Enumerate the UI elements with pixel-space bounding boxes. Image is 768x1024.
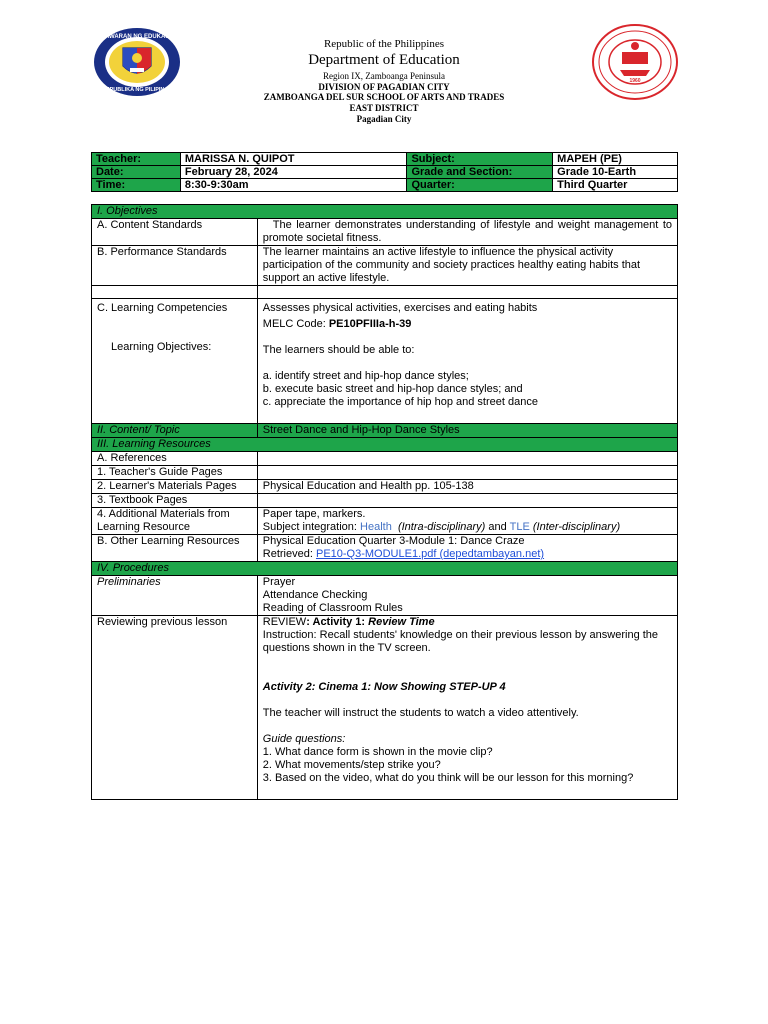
teacher-value: MARISSA N. QUIPOT	[180, 153, 407, 166]
other-resource-text: Physical Education Quarter 3-Module 1: Dance Craze	[262, 535, 525, 547]
performance-standards-row	[92, 246, 678, 286]
melc-prefix: MELC Code:	[262, 318, 329, 330]
melc-line	[263, 318, 672, 331]
letterhead	[0, 0, 768, 140]
spacer	[263, 668, 672, 681]
review-instruction: Instruction: Recall students' knowledge on their previous lesson by answering the questions shown in the TV screen.	[262, 629, 659, 654]
quarter-value: Third Quarter	[553, 179, 678, 192]
objectives-heading: I. Objectives	[92, 205, 678, 219]
objectives-intro: The learners should be able to:	[262, 344, 415, 356]
grade-value: Grade 10-Earth	[553, 166, 678, 179]
activity2-instruction: The teacher will instruct the students to watch a video attentively.	[262, 707, 579, 719]
review-heading	[263, 616, 672, 629]
empty-cell	[257, 286, 677, 299]
header-city: Pagadian City	[356, 114, 412, 124]
activity2-prefix: Activity 2	[262, 681, 312, 693]
header-school: ZAMBOANGA DEL SUR SCHOOL OF ARTS AND TRADES	[263, 92, 505, 102]
spacer	[263, 331, 672, 344]
objective-c: c. appreciate the importance of hip hop and street dance	[262, 396, 538, 408]
header-division: DIVISION OF PAGADIAN CITY	[318, 82, 450, 92]
spacer	[263, 720, 672, 733]
content-standards-text: The learner demonstrates understanding of lifestyle and weight management to promote societal fitness.	[262, 219, 672, 244]
lesson-info-table	[91, 152, 678, 192]
integration-health: Health	[360, 521, 392, 533]
review-prefix: REVIEW	[262, 616, 307, 628]
references-value	[257, 452, 677, 466]
header-district: EAST DISTRICT	[349, 103, 419, 113]
melc-code: PE10PFIIIa-h-39	[328, 318, 412, 330]
svg-text:REPUBLIKA NG PILIPINAS: REPUBLIKA NG PILIPINAS	[101, 87, 173, 93]
integration-and: and	[485, 521, 510, 533]
review-row	[92, 616, 678, 800]
competencies-value-cell	[257, 299, 677, 424]
subject-integration	[263, 521, 672, 534]
quarter-label: Quarter:	[407, 179, 553, 192]
textbook-row	[92, 494, 678, 508]
performance-standards-value: The learner maintains an active lifestyle to influence the physical activity participation of the community and society practices healthy eating habits that support an active lifestyle.	[257, 246, 677, 286]
prelim-prayer: Prayer	[262, 576, 296, 588]
content-standards-value	[257, 219, 677, 246]
info-row-teacher	[92, 153, 678, 166]
lesson-plan-table	[91, 204, 678, 800]
competency-text: Assesses physical activities, exercises and eating habits	[262, 302, 538, 314]
school-seal-logo	[592, 24, 678, 100]
review-title: Review Time	[368, 616, 435, 628]
additional-materials: Paper tape, markers.	[262, 508, 366, 520]
prelim-rules: Reading of Classroom Rules	[262, 602, 403, 614]
svg-text:KAGAWARAN NG EDUKASYON: KAGAWARAN NG EDUKASYON	[92, 34, 182, 40]
time-label: Time:	[92, 179, 181, 192]
resources-heading: III. Learning Resources	[92, 438, 678, 452]
integration-intra: (Intra-disciplinary)	[397, 521, 486, 533]
competencies-row	[92, 299, 678, 424]
tg-label: 1. Teacher's Guide Pages	[92, 466, 258, 480]
preliminaries-row	[92, 576, 678, 616]
subject-value: MAPEH (PE)	[553, 153, 678, 166]
integration-tle: TLE	[509, 521, 530, 533]
content-heading: II. Content/ Topic	[92, 424, 258, 438]
integration-inter: (Inter-disciplinary)	[532, 521, 621, 533]
subject-label: Subject:	[407, 153, 553, 166]
tg-value	[257, 466, 677, 480]
other-resources-row	[92, 535, 678, 562]
guide-question-3: 3. Based on the video, what do you think will be our lesson for this morning?	[262, 772, 634, 784]
objectives-heading-row	[92, 205, 678, 219]
spacer	[97, 315, 252, 328]
procedures-heading-row	[92, 562, 678, 576]
review-label: Reviewing previous lesson	[92, 616, 258, 800]
header-republic: Republic of the Philippines	[323, 38, 445, 50]
competencies-label-cell	[92, 299, 258, 424]
textbook-label: 3. Textbook Pages	[92, 494, 258, 508]
lm-value: Physical Education and Health pp. 105-138	[257, 480, 677, 494]
svg-text:1960: 1960	[629, 78, 641, 84]
spacer	[263, 694, 672, 707]
preliminaries-value	[257, 576, 677, 616]
teacher-label: Teacher:	[92, 153, 181, 166]
empty-cell	[92, 286, 258, 299]
tg-row	[92, 466, 678, 480]
header-department: Department of Education	[308, 52, 460, 68]
info-row-time	[92, 179, 678, 192]
preliminaries-label: Preliminaries	[92, 576, 258, 616]
time-value: 8:30-9:30am	[180, 179, 407, 192]
activity2-title: : Cinema 1: Now Showing STEP-UP 4	[311, 681, 506, 693]
lm-label: 2. Learner's Materials Pages	[92, 480, 258, 494]
content-topic: Street Dance and Hip-Hop Dance Styles	[257, 424, 677, 438]
header-region: Region IX, Zamboanga Peninsula	[323, 71, 445, 81]
content-standards-label: A. Content Standards	[92, 219, 258, 246]
procedures-heading: IV. Procedures	[92, 562, 678, 576]
guide-questions-label: Guide questions:	[262, 733, 346, 745]
date-label: Date:	[92, 166, 181, 179]
content-standards-row	[92, 219, 678, 246]
textbook-value	[257, 494, 677, 508]
prelim-attendance: Attendance Checking	[262, 589, 368, 601]
spacer	[263, 655, 672, 668]
empty-row	[92, 286, 678, 299]
learning-objectives-label: Learning Objectives:	[111, 341, 212, 353]
lm-row	[92, 480, 678, 494]
resources-heading-row	[92, 438, 678, 452]
review-activity: : Activity 1:	[306, 616, 369, 628]
module-pdf-link[interactable]: PE10-Q3-MODULE1.pdf (depedtambayan.net)	[315, 548, 545, 560]
objective-a: a. identify street and hip-hop dance styles;	[262, 370, 469, 382]
retrieved-prefix: Retrieved:	[262, 548, 316, 560]
additional-value	[257, 508, 677, 535]
additional-label: 4. Additional Materials from Learning Resource	[92, 508, 258, 535]
activity2-heading	[263, 681, 672, 694]
references-row	[92, 452, 678, 466]
date-value: February 28, 2024	[180, 166, 407, 179]
integration-prefix: Subject integration:	[262, 521, 361, 533]
content-topic-row	[92, 424, 678, 438]
additional-row	[92, 508, 678, 535]
other-label: B. Other Learning Resources	[92, 535, 258, 562]
references-label: A. References	[92, 452, 258, 466]
spacer	[263, 357, 672, 370]
other-value	[257, 535, 677, 562]
info-row-date	[92, 166, 678, 179]
objective-b: b. execute basic street and hip-hop dance styles; and	[262, 383, 523, 395]
review-value	[257, 616, 677, 800]
competencies-label: C. Learning Competencies	[97, 302, 228, 314]
performance-standards-label: B. Performance Standards	[92, 246, 258, 286]
retrieved-line	[263, 548, 672, 561]
spacer	[97, 328, 252, 341]
grade-label: Grade and Section:	[407, 166, 553, 179]
guide-question-1: 1. What dance form is shown in the movie clip?	[262, 746, 493, 758]
guide-question-2: 2. What movements/step strike you?	[262, 759, 441, 771]
